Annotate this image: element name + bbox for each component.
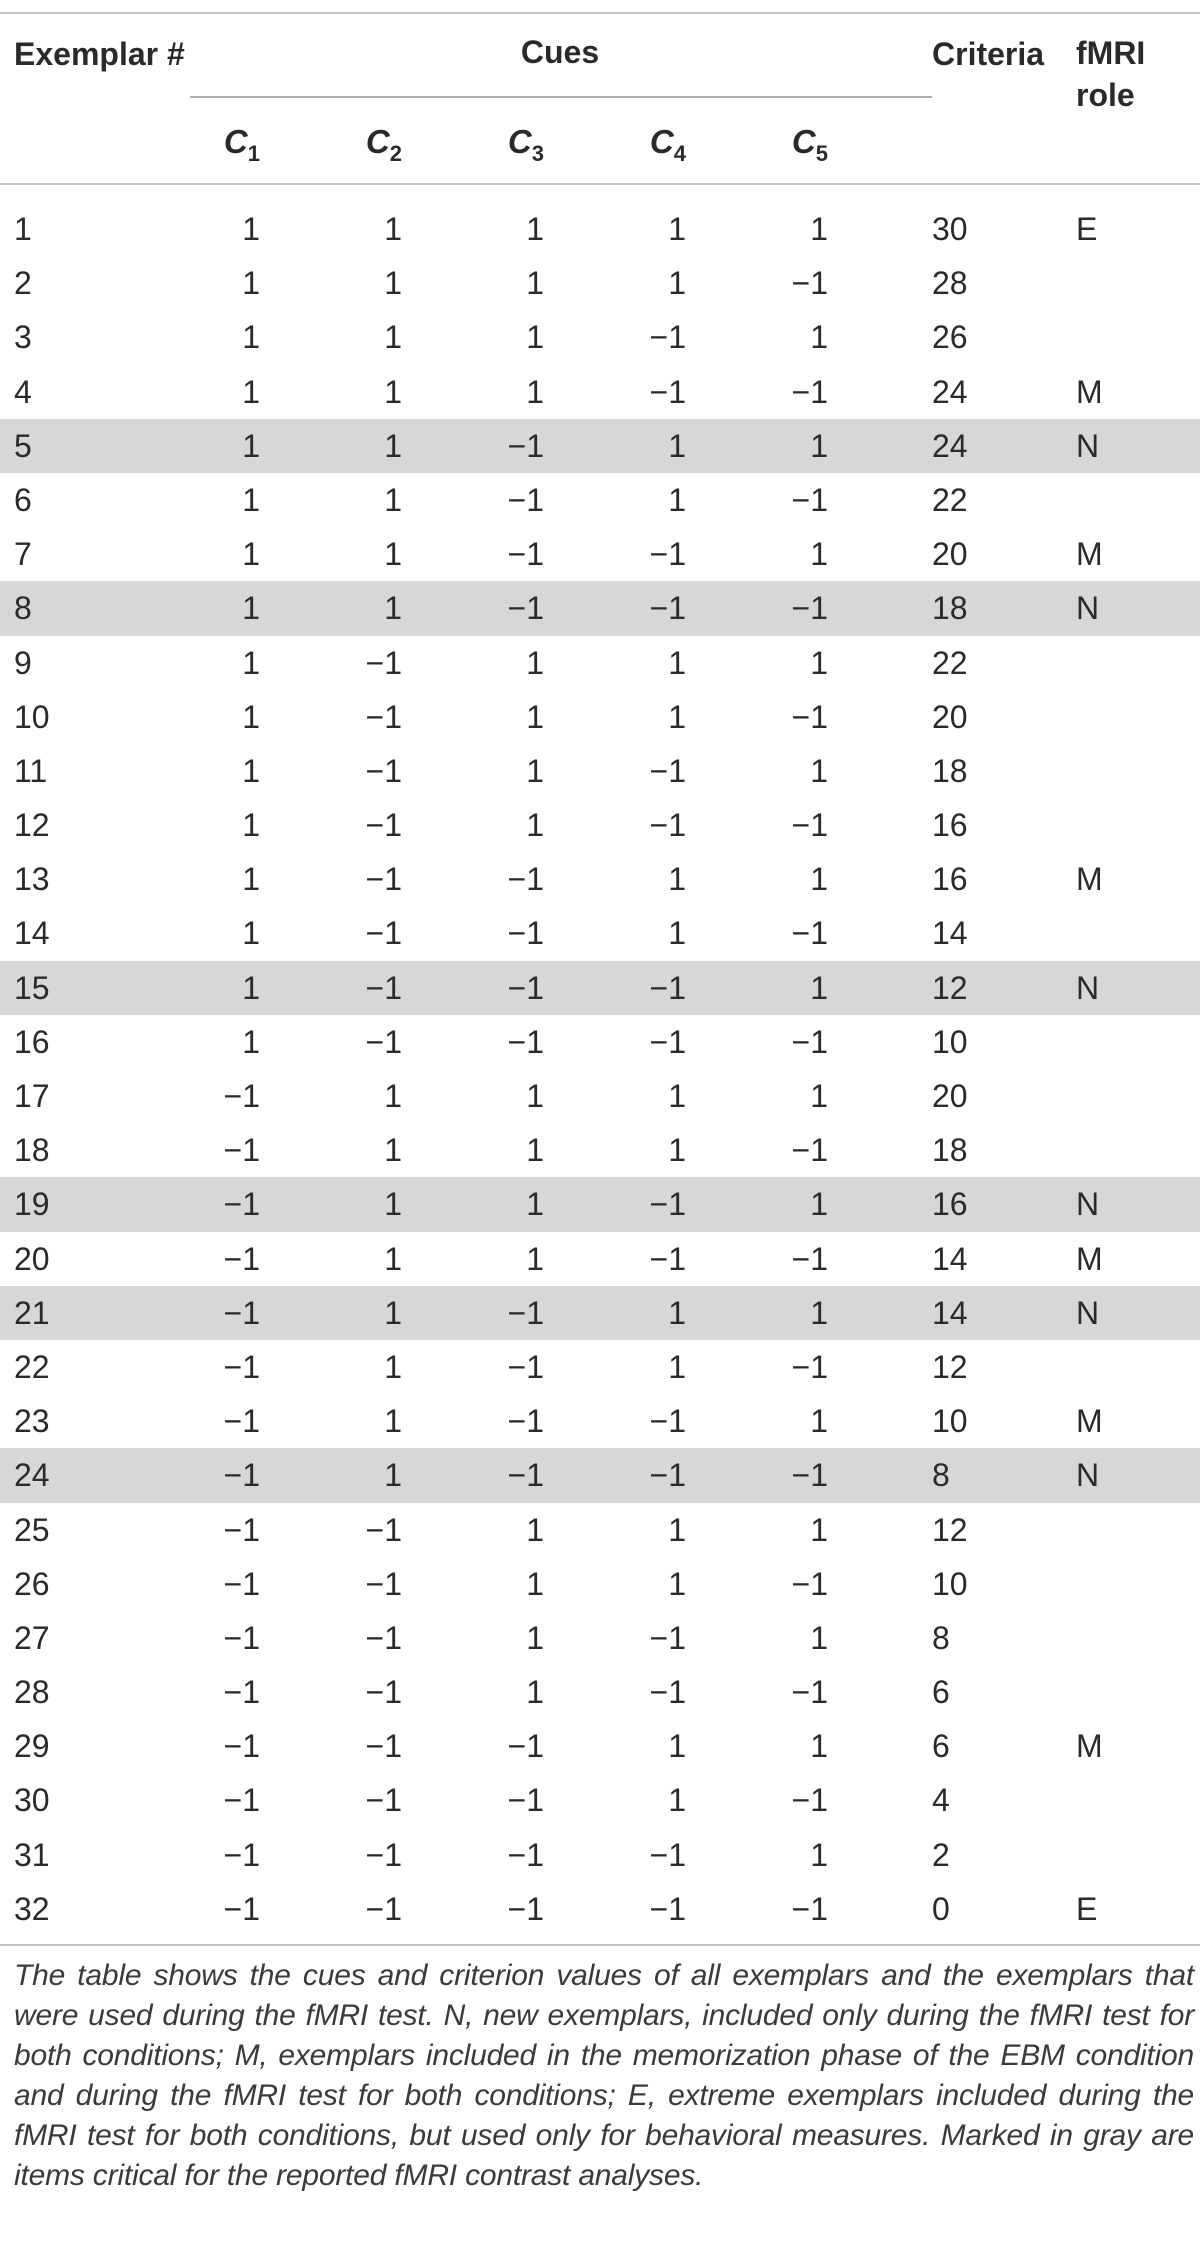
cell-exemplar: 1 xyxy=(14,211,32,247)
cell-exemplar: 27 xyxy=(14,1619,50,1656)
table-row xyxy=(0,852,1200,906)
cell-cue-c1: −1 xyxy=(223,1348,260,1385)
cell-cue-c4: −1 xyxy=(649,1619,686,1656)
cell-criteria: 10 xyxy=(932,1403,968,1440)
cell-exemplar: 28 xyxy=(14,1674,50,1711)
cell-cue-c3: 1 xyxy=(526,1240,544,1277)
cell-cue-c4: 1 xyxy=(668,1348,686,1385)
table-caption: The table shows the cues and criterion values of all exemplars and the exemplars that were used during the fMRI test. N, new exemplars, included only during the fMRI test for both conditions; M, exemplars included in the memorization phase of the EBM condition and during the fMRI test for both conditions; E, extreme exemplars included during the fMRI test for both conditions, but used only for behavioral measures. Marked in gray are items critical for the reported fMRI contrast analyses. xyxy=(14,1959,1194,2192)
table-row xyxy=(0,798,1200,852)
cell-cue-c4: −1 xyxy=(649,1023,686,1060)
cell-cue-c4: 1 xyxy=(668,1294,686,1331)
cell-exemplar: 12 xyxy=(14,807,50,844)
cell-cue-c4: −1 xyxy=(649,319,686,356)
table-row xyxy=(0,690,1200,744)
cell-cue-c5: −1 xyxy=(791,1890,828,1927)
cell-cue-c5: 1 xyxy=(810,1511,828,1548)
cell-cue-c1: −1 xyxy=(223,1674,260,1711)
cell-criteria: 12 xyxy=(932,1348,968,1385)
table-row xyxy=(0,906,1200,960)
cell-cue-c3: −1 xyxy=(507,427,544,464)
cell-cue-c5: −1 xyxy=(791,1782,828,1819)
cell-criteria: 14 xyxy=(932,915,968,952)
cell-criteria: 2 xyxy=(932,1836,950,1873)
table-row xyxy=(0,1503,1200,1557)
cell-cue-c4: −1 xyxy=(649,1890,686,1927)
cell-cue-c2: −1 xyxy=(365,698,402,735)
cell-cue-c2: 1 xyxy=(384,1186,402,1223)
cell-cue-c3: 1 xyxy=(526,1619,544,1656)
cell-cue-c3: 1 xyxy=(526,807,544,844)
cell-criteria: 16 xyxy=(932,807,968,844)
cell-fmri-role: E xyxy=(1076,211,1098,247)
table-row xyxy=(0,1882,1200,1936)
cell-exemplar: 25 xyxy=(14,1511,50,1548)
header-fmri-role-line2: role xyxy=(1076,77,1135,113)
header-exemplar: Exemplar # xyxy=(14,36,185,72)
cell-cue-c5: −1 xyxy=(791,1132,828,1169)
cell-cue-c1: −1 xyxy=(223,1294,260,1331)
cell-criteria: 18 xyxy=(932,1132,968,1169)
cell-cue-c4: −1 xyxy=(649,1240,686,1277)
table-row xyxy=(0,581,1200,635)
cell-cue-c3: 1 xyxy=(526,1132,544,1169)
cell-exemplar: 21 xyxy=(14,1294,50,1331)
cell-cue-c1: −1 xyxy=(223,1240,260,1277)
table-body xyxy=(0,202,1200,1936)
cell-cue-c3: −1 xyxy=(507,1728,544,1765)
cell-cue-c4: −1 xyxy=(649,752,686,789)
cell-cue-c3: 1 xyxy=(526,265,544,302)
cell-cue-c3: −1 xyxy=(507,915,544,952)
cell-cue-c3: 1 xyxy=(526,1674,544,1711)
cell-exemplar: 30 xyxy=(14,1782,50,1819)
table-row xyxy=(0,636,1200,690)
cell-cue-c5: 1 xyxy=(810,861,828,898)
cell-cue-c3: −1 xyxy=(507,969,544,1006)
cell-cue-c5: 1 xyxy=(810,1186,828,1223)
cell-cue-c5: 1 xyxy=(810,644,828,681)
cell-cue-c1: −1 xyxy=(223,1619,260,1656)
cell-cue-c2: 1 xyxy=(384,265,402,302)
cell-fmri-role: M xyxy=(1076,861,1103,898)
cell-cue-c5: 1 xyxy=(810,1403,828,1440)
cell-exemplar: 29 xyxy=(14,1728,50,1765)
cell-fmri-role: N xyxy=(1076,969,1100,1006)
cell-cue-c1: 1 xyxy=(242,590,260,627)
header-fmri-role xyxy=(1076,32,1186,116)
cell-exemplar: 14 xyxy=(14,915,50,952)
cell-exemplar: 13 xyxy=(14,861,50,898)
table-bottom-rule xyxy=(0,1944,1200,1946)
cell-fmri-role: M xyxy=(1076,1403,1103,1440)
cell-cue-c2: 1 xyxy=(384,481,402,518)
cell-cue-c2: −1 xyxy=(365,1890,402,1927)
cell-cue-c2: −1 xyxy=(365,1511,402,1548)
cell-cue-c5: −1 xyxy=(791,1674,828,1711)
cell-criteria: 6 xyxy=(932,1674,950,1711)
cell-cue-c1: −1 xyxy=(223,1565,260,1602)
cell-cue-c5: 1 xyxy=(810,319,828,356)
cell-cue-c2: 1 xyxy=(384,373,402,410)
cell-cue-c5: −1 xyxy=(791,265,828,302)
table-row xyxy=(0,473,1200,527)
cell-cue-c2: 1 xyxy=(384,1240,402,1277)
cell-criteria: 14 xyxy=(932,1240,968,1277)
cell-cue-c2: 1 xyxy=(384,1132,402,1169)
cell-exemplar: 31 xyxy=(14,1836,50,1873)
cell-cue-c4: −1 xyxy=(649,590,686,627)
table-row xyxy=(0,1448,1200,1502)
cues-group-rule xyxy=(190,96,932,98)
cell-cue-c1: −1 xyxy=(223,1078,260,1114)
cell-cue-c4: −1 xyxy=(649,1674,686,1711)
cell-exemplar: 15 xyxy=(14,969,50,1006)
cell-cue-c2: −1 xyxy=(365,807,402,844)
cell-exemplar: 10 xyxy=(14,698,50,735)
cell-cue-c5: 1 xyxy=(810,1619,828,1656)
cell-criteria: 20 xyxy=(932,698,968,735)
cell-criteria: 30 xyxy=(932,211,968,247)
cell-exemplar: 19 xyxy=(14,1186,50,1223)
cell-cue-c1: 1 xyxy=(242,373,260,410)
cell-fmri-role: N xyxy=(1076,1186,1100,1223)
cell-cue-c1: 1 xyxy=(242,265,260,302)
cell-cue-c5: 1 xyxy=(810,1836,828,1873)
table-row xyxy=(0,961,1200,1015)
table-row xyxy=(0,202,1200,256)
cell-cue-c3: −1 xyxy=(507,481,544,518)
cell-cue-c4: 1 xyxy=(668,1078,686,1114)
cell-cue-c3: 1 xyxy=(526,211,544,247)
cell-cue-c4: 1 xyxy=(668,1782,686,1819)
cell-cue-c2: −1 xyxy=(365,752,402,789)
cell-exemplar: 23 xyxy=(14,1403,50,1440)
cell-cue-c3: 1 xyxy=(526,1186,544,1223)
cell-cue-c1: 1 xyxy=(242,644,260,681)
table-row xyxy=(0,1557,1200,1611)
cell-criteria: 10 xyxy=(932,1023,968,1060)
cell-fmri-role: N xyxy=(1076,590,1100,627)
cell-fmri-role: M xyxy=(1076,1240,1103,1277)
cell-cue-c3: −1 xyxy=(507,1403,544,1440)
cell-cue-c5: 1 xyxy=(810,1294,828,1331)
table-row xyxy=(0,527,1200,581)
cell-cue-c1: 1 xyxy=(242,752,260,789)
cell-cue-c3: −1 xyxy=(507,1836,544,1873)
cell-exemplar: 20 xyxy=(14,1240,50,1277)
cell-cue-c1: −1 xyxy=(223,1457,260,1494)
table-row xyxy=(0,1665,1200,1719)
cell-exemplar: 4 xyxy=(14,373,32,410)
cell-cue-c4: 1 xyxy=(668,1511,686,1548)
cell-cue-c2: −1 xyxy=(365,1674,402,1711)
cell-cue-c4: 1 xyxy=(668,644,686,681)
cell-fmri-role: N xyxy=(1076,1294,1100,1331)
cell-exemplar: 16 xyxy=(14,1023,50,1060)
cell-criteria: 22 xyxy=(932,481,968,518)
cell-exemplar: 26 xyxy=(14,1565,50,1602)
cell-criteria: 28 xyxy=(932,265,968,302)
cell-cue-c2: 1 xyxy=(384,536,402,573)
cell-cue-c2: 1 xyxy=(384,211,402,247)
table-row xyxy=(0,1340,1200,1394)
cell-cue-c2: 1 xyxy=(384,427,402,464)
cell-cue-c3: 1 xyxy=(526,319,544,356)
cell-cue-c3: 1 xyxy=(526,752,544,789)
cell-cue-c2: 1 xyxy=(384,1078,402,1114)
cell-cue-c2: −1 xyxy=(365,969,402,1006)
cell-criteria: 16 xyxy=(932,861,968,898)
table-row xyxy=(0,1394,1200,1448)
cell-exemplar: 18 xyxy=(14,1132,50,1169)
cell-cue-c2: 1 xyxy=(384,1348,402,1385)
cell-criteria: 12 xyxy=(932,1511,968,1548)
cell-cue-c5: 1 xyxy=(810,211,828,247)
cell-cue-c5: 1 xyxy=(810,752,828,789)
table-top-rule xyxy=(0,12,1200,14)
cell-cue-c4: −1 xyxy=(649,1186,686,1223)
cell-criteria: 4 xyxy=(932,1782,950,1819)
cell-cue-c1: −1 xyxy=(223,1132,260,1169)
cell-cue-c2: −1 xyxy=(365,1565,402,1602)
cell-cue-c5: −1 xyxy=(791,915,828,952)
cell-cue-c4: −1 xyxy=(649,1403,686,1440)
cell-criteria: 0 xyxy=(932,1890,950,1927)
cell-cue-c2: −1 xyxy=(365,861,402,898)
header-cue-c4: $C_4$ xyxy=(649,123,686,166)
cell-cue-c3: 1 xyxy=(526,644,544,681)
cell-criteria: 24 xyxy=(932,427,968,464)
cell-exemplar: 6 xyxy=(14,481,32,518)
cell-cue-c2: −1 xyxy=(365,1023,402,1060)
cell-criteria: 8 xyxy=(932,1457,950,1494)
cell-exemplar: 2 xyxy=(14,265,32,302)
table-row xyxy=(0,1069,1200,1123)
cell-cue-c1: 1 xyxy=(242,319,260,356)
cell-fmri-role: M xyxy=(1076,1728,1103,1765)
cell-exemplar: 5 xyxy=(14,427,32,464)
cell-cue-c5: −1 xyxy=(791,590,828,627)
cell-fmri-role: E xyxy=(1076,1890,1098,1927)
cell-cue-c1: 1 xyxy=(242,807,260,844)
cell-exemplar: 3 xyxy=(14,319,32,356)
cell-cue-c5: 1 xyxy=(810,427,828,464)
cell-cue-c1: 1 xyxy=(242,481,260,518)
header-bottom-rule xyxy=(0,183,1200,185)
cell-cue-c1: 1 xyxy=(242,698,260,735)
cell-criteria: 22 xyxy=(932,644,968,681)
cell-cue-c4: 1 xyxy=(668,861,686,898)
cell-cue-c4: 1 xyxy=(668,481,686,518)
cell-cue-c4: 1 xyxy=(668,698,686,735)
cell-criteria: 8 xyxy=(932,1619,950,1656)
cell-cue-c1: 1 xyxy=(242,969,260,1006)
table-row xyxy=(0,1123,1200,1177)
cell-cue-c3: 1 xyxy=(526,1078,544,1114)
cell-exemplar: 22 xyxy=(14,1348,50,1385)
cell-criteria: 20 xyxy=(932,1078,968,1114)
header-cue-c3: $C_3$ xyxy=(507,123,544,166)
cell-criteria: 18 xyxy=(932,590,968,627)
cell-cue-c1: 1 xyxy=(242,211,260,247)
cell-cue-c4: 1 xyxy=(668,915,686,952)
cell-cue-c3: −1 xyxy=(507,1348,544,1385)
cell-criteria: 6 xyxy=(932,1728,950,1765)
cell-cue-c1: −1 xyxy=(223,1511,260,1548)
cell-criteria: 26 xyxy=(932,319,968,356)
cell-cue-c1: −1 xyxy=(223,1890,260,1927)
cell-cue-c4: −1 xyxy=(649,373,686,410)
cell-cue-c2: 1 xyxy=(384,1457,402,1494)
cell-cue-c1: 1 xyxy=(242,915,260,952)
table-row xyxy=(0,1611,1200,1665)
cell-cue-c5: −1 xyxy=(791,1565,828,1602)
cell-exemplar: 17 xyxy=(14,1078,50,1114)
cell-cue-c4: 1 xyxy=(668,265,686,302)
table-row xyxy=(0,744,1200,798)
cell-cue-c4: 1 xyxy=(668,1728,686,1765)
cell-cue-c5: −1 xyxy=(791,1240,828,1277)
cell-cue-c3: −1 xyxy=(507,1782,544,1819)
cell-cue-c3: 1 xyxy=(526,698,544,735)
cell-cue-c3: 1 xyxy=(526,1511,544,1548)
header-fmri-role-line1: fMRI xyxy=(1076,35,1146,71)
cell-cue-c1: 1 xyxy=(242,861,260,898)
cell-cue-c1: −1 xyxy=(223,1403,260,1440)
cell-cue-c2: 1 xyxy=(384,1294,402,1331)
cell-cue-c5: 1 xyxy=(810,1728,828,1765)
cell-cue-c4: −1 xyxy=(649,807,686,844)
cell-cue-c2: −1 xyxy=(365,1836,402,1873)
table-row xyxy=(0,419,1200,473)
cell-cue-c3: −1 xyxy=(507,1890,544,1927)
table-row xyxy=(0,1286,1200,1340)
cell-cue-c5: −1 xyxy=(791,373,828,410)
cell-criteria: 10 xyxy=(932,1565,968,1602)
cell-cue-c4: 1 xyxy=(668,211,686,247)
cell-cue-c4: −1 xyxy=(649,1457,686,1494)
header-cue-c5: $C_5$ xyxy=(791,123,828,166)
cell-cue-c3: −1 xyxy=(507,1023,544,1060)
cell-criteria: 14 xyxy=(932,1294,968,1331)
cell-cue-c4: −1 xyxy=(649,969,686,1006)
cell-cue-c2: −1 xyxy=(365,915,402,952)
cell-cue-c3: −1 xyxy=(507,861,544,898)
cell-cue-c5: −1 xyxy=(791,481,828,518)
cell-exemplar: 8 xyxy=(14,590,32,627)
cell-criteria: 20 xyxy=(932,536,968,573)
cell-cue-c3: 1 xyxy=(526,373,544,410)
header-criteria: Criteria xyxy=(932,36,1045,72)
cell-fmri-role: M xyxy=(1076,373,1103,410)
cell-cue-c3: −1 xyxy=(507,590,544,627)
cell-cue-c5: −1 xyxy=(791,1457,828,1494)
cell-cue-c5: −1 xyxy=(791,698,828,735)
cell-criteria: 16 xyxy=(932,1186,968,1223)
cell-fmri-role: N xyxy=(1076,1457,1100,1494)
table-row xyxy=(0,310,1200,364)
table-row xyxy=(0,1773,1200,1827)
cell-cue-c3: 1 xyxy=(526,1565,544,1602)
cell-cue-c1: 1 xyxy=(242,427,260,464)
cell-cue-c3: −1 xyxy=(507,1294,544,1331)
cell-cue-c1: −1 xyxy=(223,1836,260,1873)
table-row xyxy=(0,1719,1200,1773)
cell-criteria: 12 xyxy=(932,969,968,1006)
cell-cue-c5: −1 xyxy=(791,807,828,844)
cell-cue-c2: 1 xyxy=(384,590,402,627)
cell-cue-c3: −1 xyxy=(507,536,544,573)
cell-criteria: 18 xyxy=(932,752,968,789)
cell-cue-c2: −1 xyxy=(365,1619,402,1656)
cell-cue-c1: −1 xyxy=(223,1186,260,1223)
cell-cue-c3: −1 xyxy=(507,1457,544,1494)
cell-fmri-role: N xyxy=(1076,427,1100,464)
cell-exemplar: 32 xyxy=(14,1890,50,1927)
cell-cue-c4: 1 xyxy=(668,1565,686,1602)
cell-criteria: 24 xyxy=(932,373,968,410)
header-cue-c2: $C_2$ xyxy=(365,123,402,166)
cell-cue-c1: 1 xyxy=(242,536,260,573)
header-cue-c1: $C_1$ xyxy=(223,123,260,166)
cell-cue-c5: −1 xyxy=(791,1023,828,1060)
cell-cue-c4: −1 xyxy=(649,1836,686,1873)
cell-cue-c4: −1 xyxy=(649,536,686,573)
cell-cue-c4: 1 xyxy=(668,427,686,464)
cell-cue-c1: 1 xyxy=(242,1023,260,1060)
cell-cue-c2: 1 xyxy=(384,1403,402,1440)
cell-exemplar: 11 xyxy=(14,752,48,789)
cell-exemplar: 9 xyxy=(14,644,32,681)
cell-cue-c5: 1 xyxy=(810,969,828,1006)
cell-cue-c1: −1 xyxy=(223,1728,260,1765)
cell-cue-c5: −1 xyxy=(791,1348,828,1385)
cell-cue-c2: −1 xyxy=(365,644,402,681)
cell-exemplar: 7 xyxy=(14,536,32,573)
cell-cue-c5: 1 xyxy=(810,1078,828,1114)
header-cues: Cues xyxy=(520,34,600,70)
table-row xyxy=(0,1015,1200,1069)
cell-cue-c1: −1 xyxy=(223,1782,260,1819)
table-row xyxy=(0,365,1200,419)
cell-cue-c2: −1 xyxy=(365,1782,402,1819)
table-row xyxy=(0,1232,1200,1286)
cell-cue-c4: 1 xyxy=(668,1132,686,1169)
cell-cue-c2: −1 xyxy=(365,1728,402,1765)
cell-exemplar: 24 xyxy=(14,1457,50,1494)
table-row xyxy=(0,1177,1200,1231)
cell-fmri-role: M xyxy=(1076,536,1103,573)
table-row xyxy=(0,256,1200,310)
cell-cue-c2: 1 xyxy=(384,319,402,356)
cell-cue-c5: 1 xyxy=(810,536,828,573)
table-row xyxy=(0,1828,1200,1882)
